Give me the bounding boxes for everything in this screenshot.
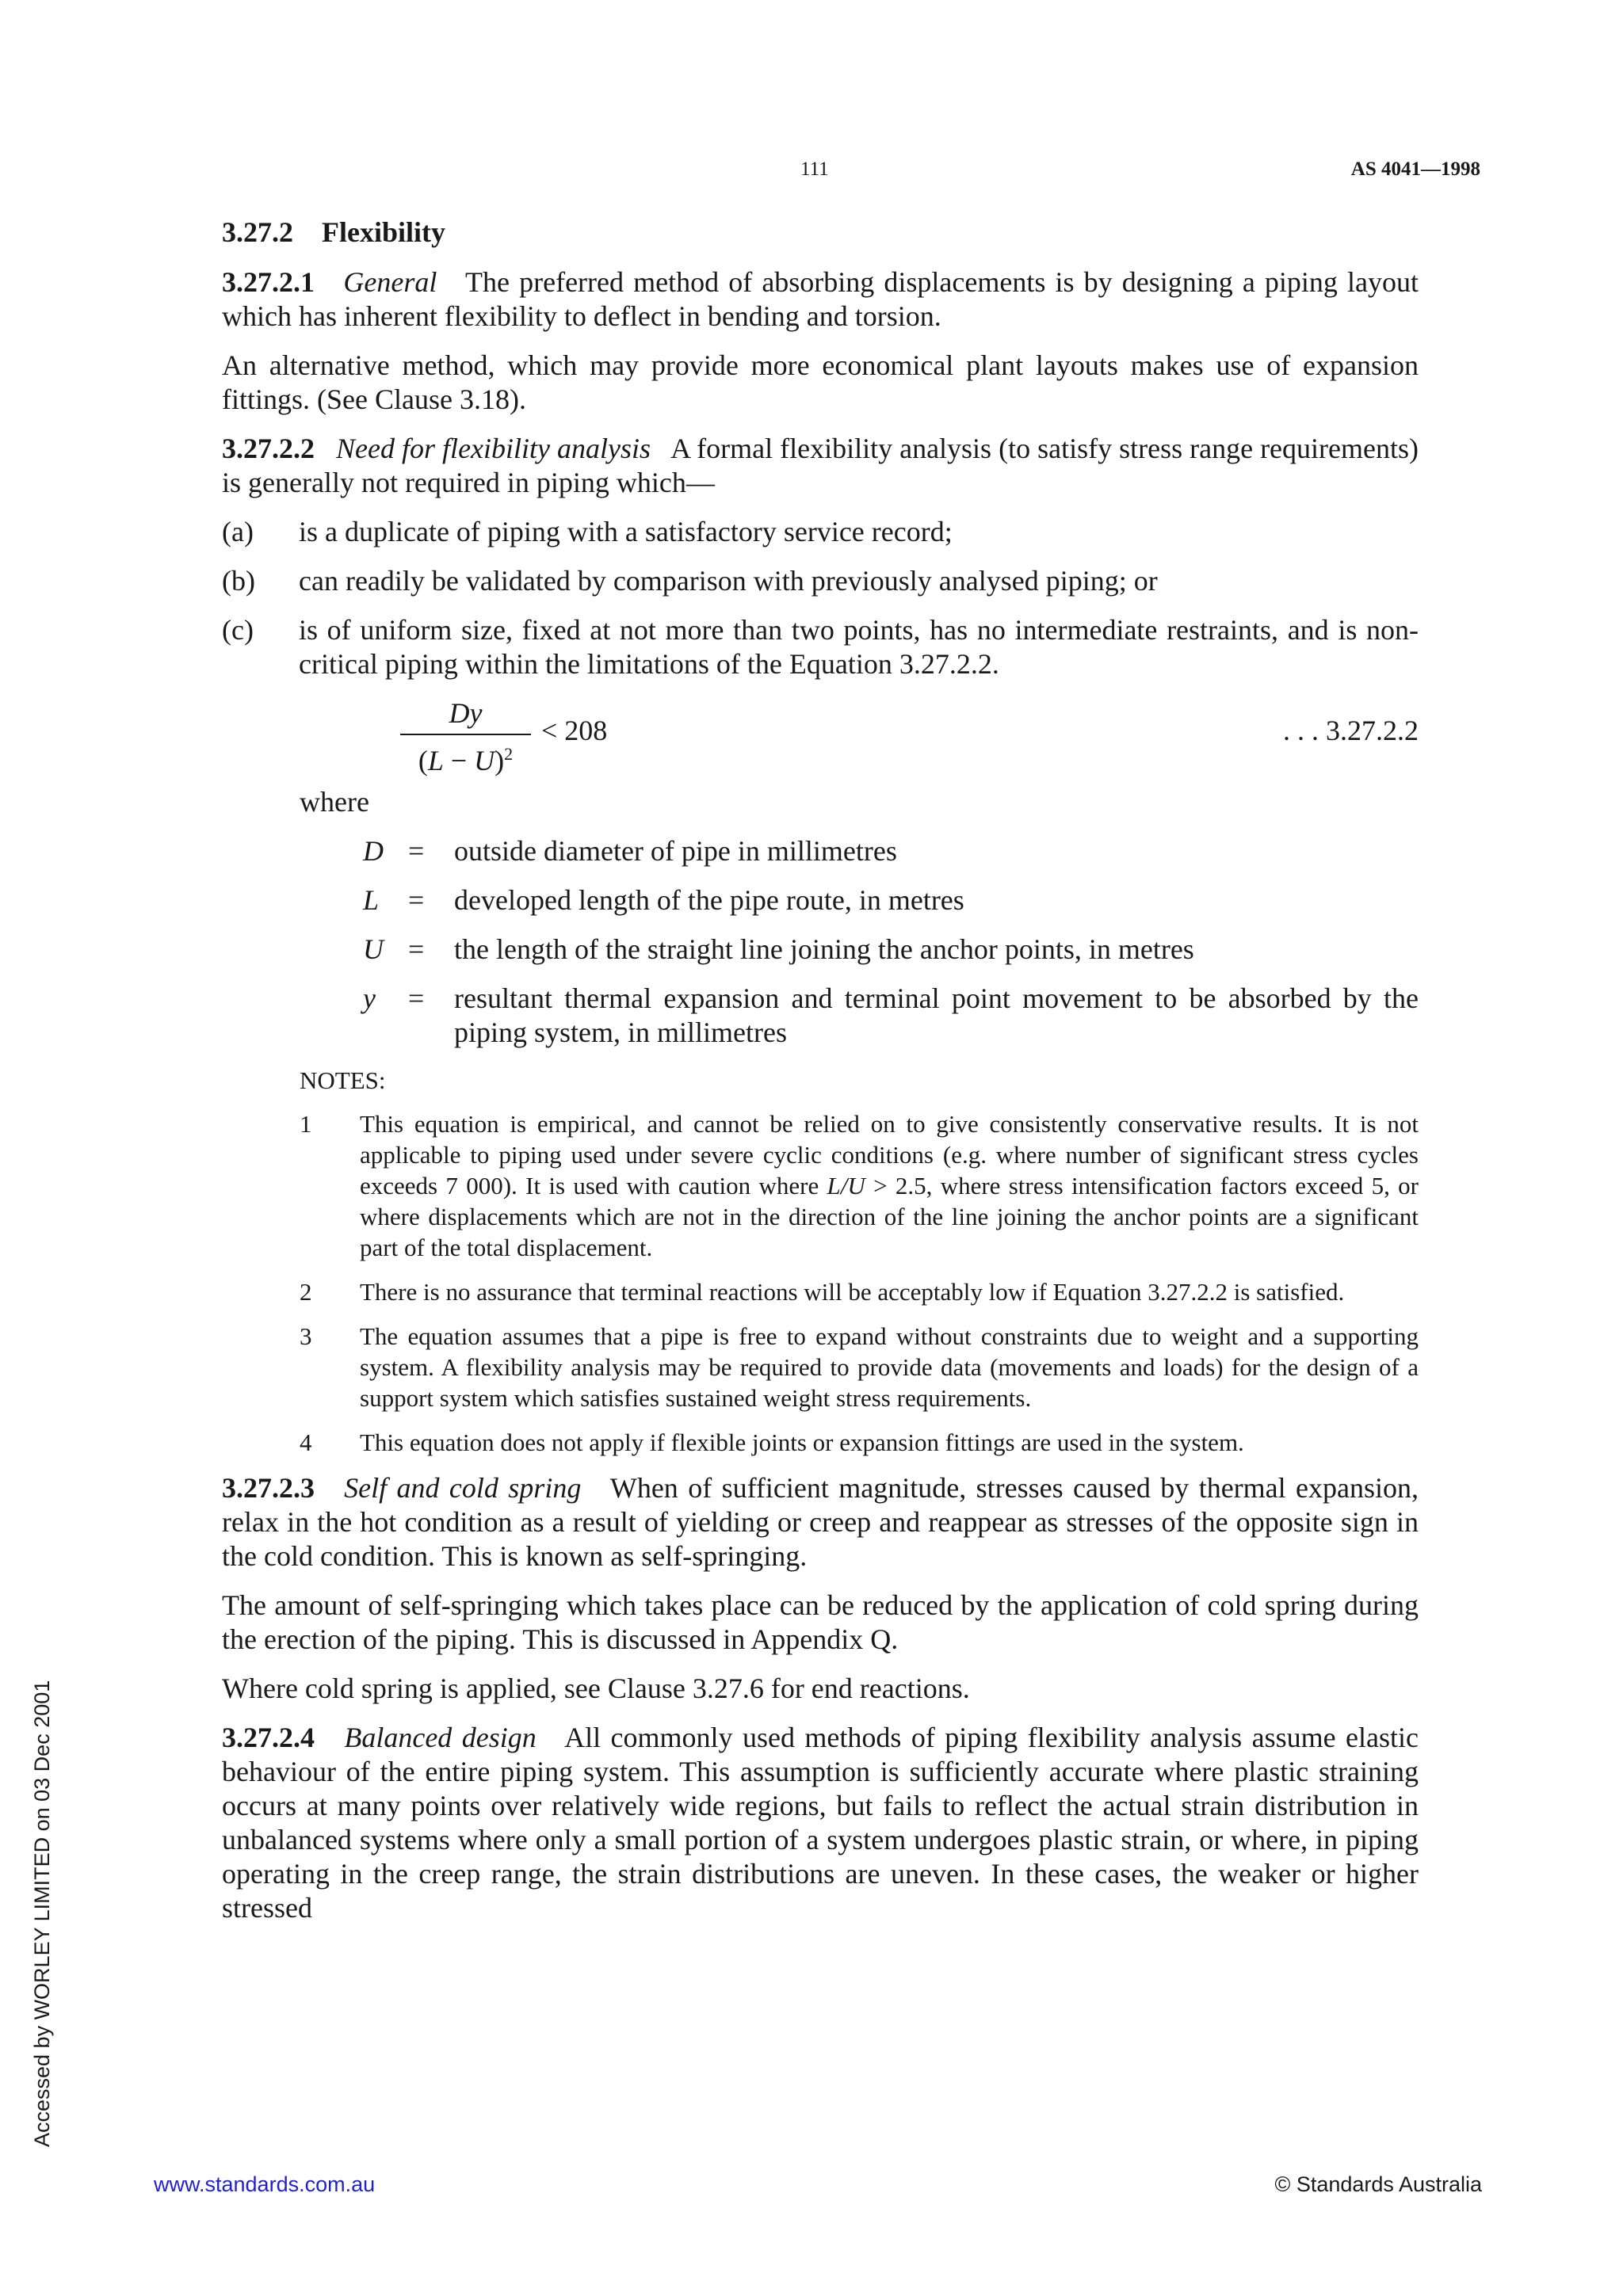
clause-title: General [343,266,437,298]
definition-text: the length of the straight line joining the anchor points, in metres [454,933,1194,965]
note-item [222,1276,1419,1307]
definition-row [222,982,1419,1050]
footer-url-link[interactable]: www.standards.com.au [154,2172,376,2196]
criteria-list [222,515,1419,681]
clause-number: 3.27.2.1 [222,266,315,298]
note-item [222,1321,1419,1413]
clause-title: Need for flexibility analysis [336,433,651,464]
paragraph-cold-spring: The amount of self-springing which takes place can be reduced by the application of cold spring during the erection of the piping. This is discussed in Appendix Q. [222,1589,1419,1655]
where-label: where [300,786,369,818]
section-heading [222,215,1419,250]
list-text: can readily be validated by comparison with previously analysed piping; or [299,565,1158,597]
notes-block [222,1065,1419,1458]
list-label: (b) [222,565,255,597]
equation-3-27-2-2 [222,696,1419,776]
list-text: is a duplicate of piping with a satisfactory service record; [299,516,953,547]
page-number: 111 [800,158,829,180]
clause-title: Balanced design [344,1722,537,1753]
clause-3-27-2-1 [222,265,1419,334]
clause-title: Self and cold spring [344,1472,582,1504]
clause-text: When of sufficient magnitude, stresses caused by thermal expansion, relax in the hot condition as a result of yielding or creep and reappear as stresses of the opposite sign in the cold condition. This is known as self-springing. [222,1472,1419,1572]
definition-row [222,883,1419,917]
definition-text: resultant thermal expansion and terminal point movement to be absorbed by the piping system, in millimetres [454,982,1419,1048]
page-body [222,215,1419,1940]
definition-row [222,834,1419,868]
note-text: This equation does not apply if flexible joints or expansion fittings are used in the system. [360,1428,1244,1456]
note-number: 1 [300,1110,312,1138]
definition-equals: = [408,884,425,916]
list-item [222,564,1419,598]
list-item [222,613,1419,681]
section-title: Flexibility [322,216,445,248]
definition-row [222,933,1419,967]
note-text: This equation is empirical, and cannot be relied on to give consistently conservative results. It is not applicable to piping used under severe cyclic conditions (e.g. where number of significant stress cycles exceeds 7 000). It is used with caution where L/U > 2.5, where stress intensification factors exceed 5, or where displacements which are not in the direction of the line joining the anchor points are a significant part of the total displacement. [360,1110,1419,1261]
clause-3-27-2-3 [222,1471,1419,1573]
note-number: 2 [300,1278,312,1306]
section-number: 3.27.2 [222,216,293,248]
equation-fraction [400,696,531,778]
definition-text: developed length of the pipe route, in metres [454,884,964,916]
equation-denominator: $(L - U)^2$ [418,744,514,776]
clause-3-27-2-2 [222,432,1419,500]
notes-heading: NOTES: [300,1066,386,1094]
definition-equals: = [408,933,425,965]
footer-copyright: © Standards Australia [1274,2172,1482,2196]
note-item [222,1427,1419,1458]
paragraph-alternative: An alternative method, which may provide more economical plant layouts makes use of expansion fittings. (See Clause 3.18). [222,349,1419,415]
clause-number: 3.27.2.3 [222,1472,315,1504]
definition-symbol: y [363,982,376,1014]
clause-number: 3.27.2.4 [222,1722,315,1753]
clause-3-27-2-4 [222,1721,1419,1925]
fraction-bar [400,734,531,735]
clause-number: 3.27.2.2 [222,433,315,464]
access-watermark: Accessed by WORLEY LIMITED on 03 Dec 2001 [30,1680,54,2147]
definition-symbol: D [363,835,384,867]
definition-equals: = [408,835,425,867]
clause-text: The preferred method of absorbing displacements is by designing a piping layout which has inherent flexibility to deflect in bending and torsion. [222,266,1419,332]
equation-relation: < 208 [541,715,608,746]
note-item [222,1108,1419,1263]
note-text: The equation assumes that a pipe is free to expand without constraints due to weight and a supporting system. A flexibility analysis may be required to provide data (movements and loads) for the design of a support system which satisfies sustained weight stress requirements. [360,1322,1419,1412]
list-label: (a) [222,516,254,547]
paragraph-end-reactions: Where cold spring is applied, see Clause 3.27.6 for end reactions. [222,1672,970,1704]
note-number: 3 [300,1322,312,1350]
equation-number: . . . 3.27.2.2 [1283,715,1419,746]
note-number: 4 [300,1428,312,1456]
variable-definitions [222,834,1419,1050]
clause-text: A formal flexibility analysis (to satisfy stress range requirements) is generally not required in piping which— [222,433,1419,498]
definition-equals: = [408,982,425,1014]
definition-text: outside diameter of pipe in millimetres [454,835,897,867]
note-text: There is no assurance that terminal reactions will be acceptably low if Equation 3.27.2.2 is satisfied. [360,1278,1345,1306]
equation-numerator: Dy [449,697,483,729]
list-item [222,515,1419,549]
clause-text: All commonly used methods of piping flexibility analysis assume elastic behaviour of the entire piping system. This assumption is sufficiently accurate where plastic straining occurs at many points over relatively wide regions, but fails to reflect the actual strain distribution in unbalanced systems where only a small portion of a system undergoes plastic strain, or where, in piping operating in the creep range, the strain distributions are uneven. In these cases, the weaker or higher stressed [222,1722,1419,1924]
list-text: is of uniform size, fixed at not more than two points, has no intermediate restraints, and is non-critical piping within the limitations of the Equation 3.27.2.2. [299,614,1419,680]
standard-designation: AS 4041—1998 [1350,158,1480,180]
definition-symbol: L [363,884,380,916]
list-label: (c) [222,614,254,646]
definition-symbol: U [363,933,384,965]
